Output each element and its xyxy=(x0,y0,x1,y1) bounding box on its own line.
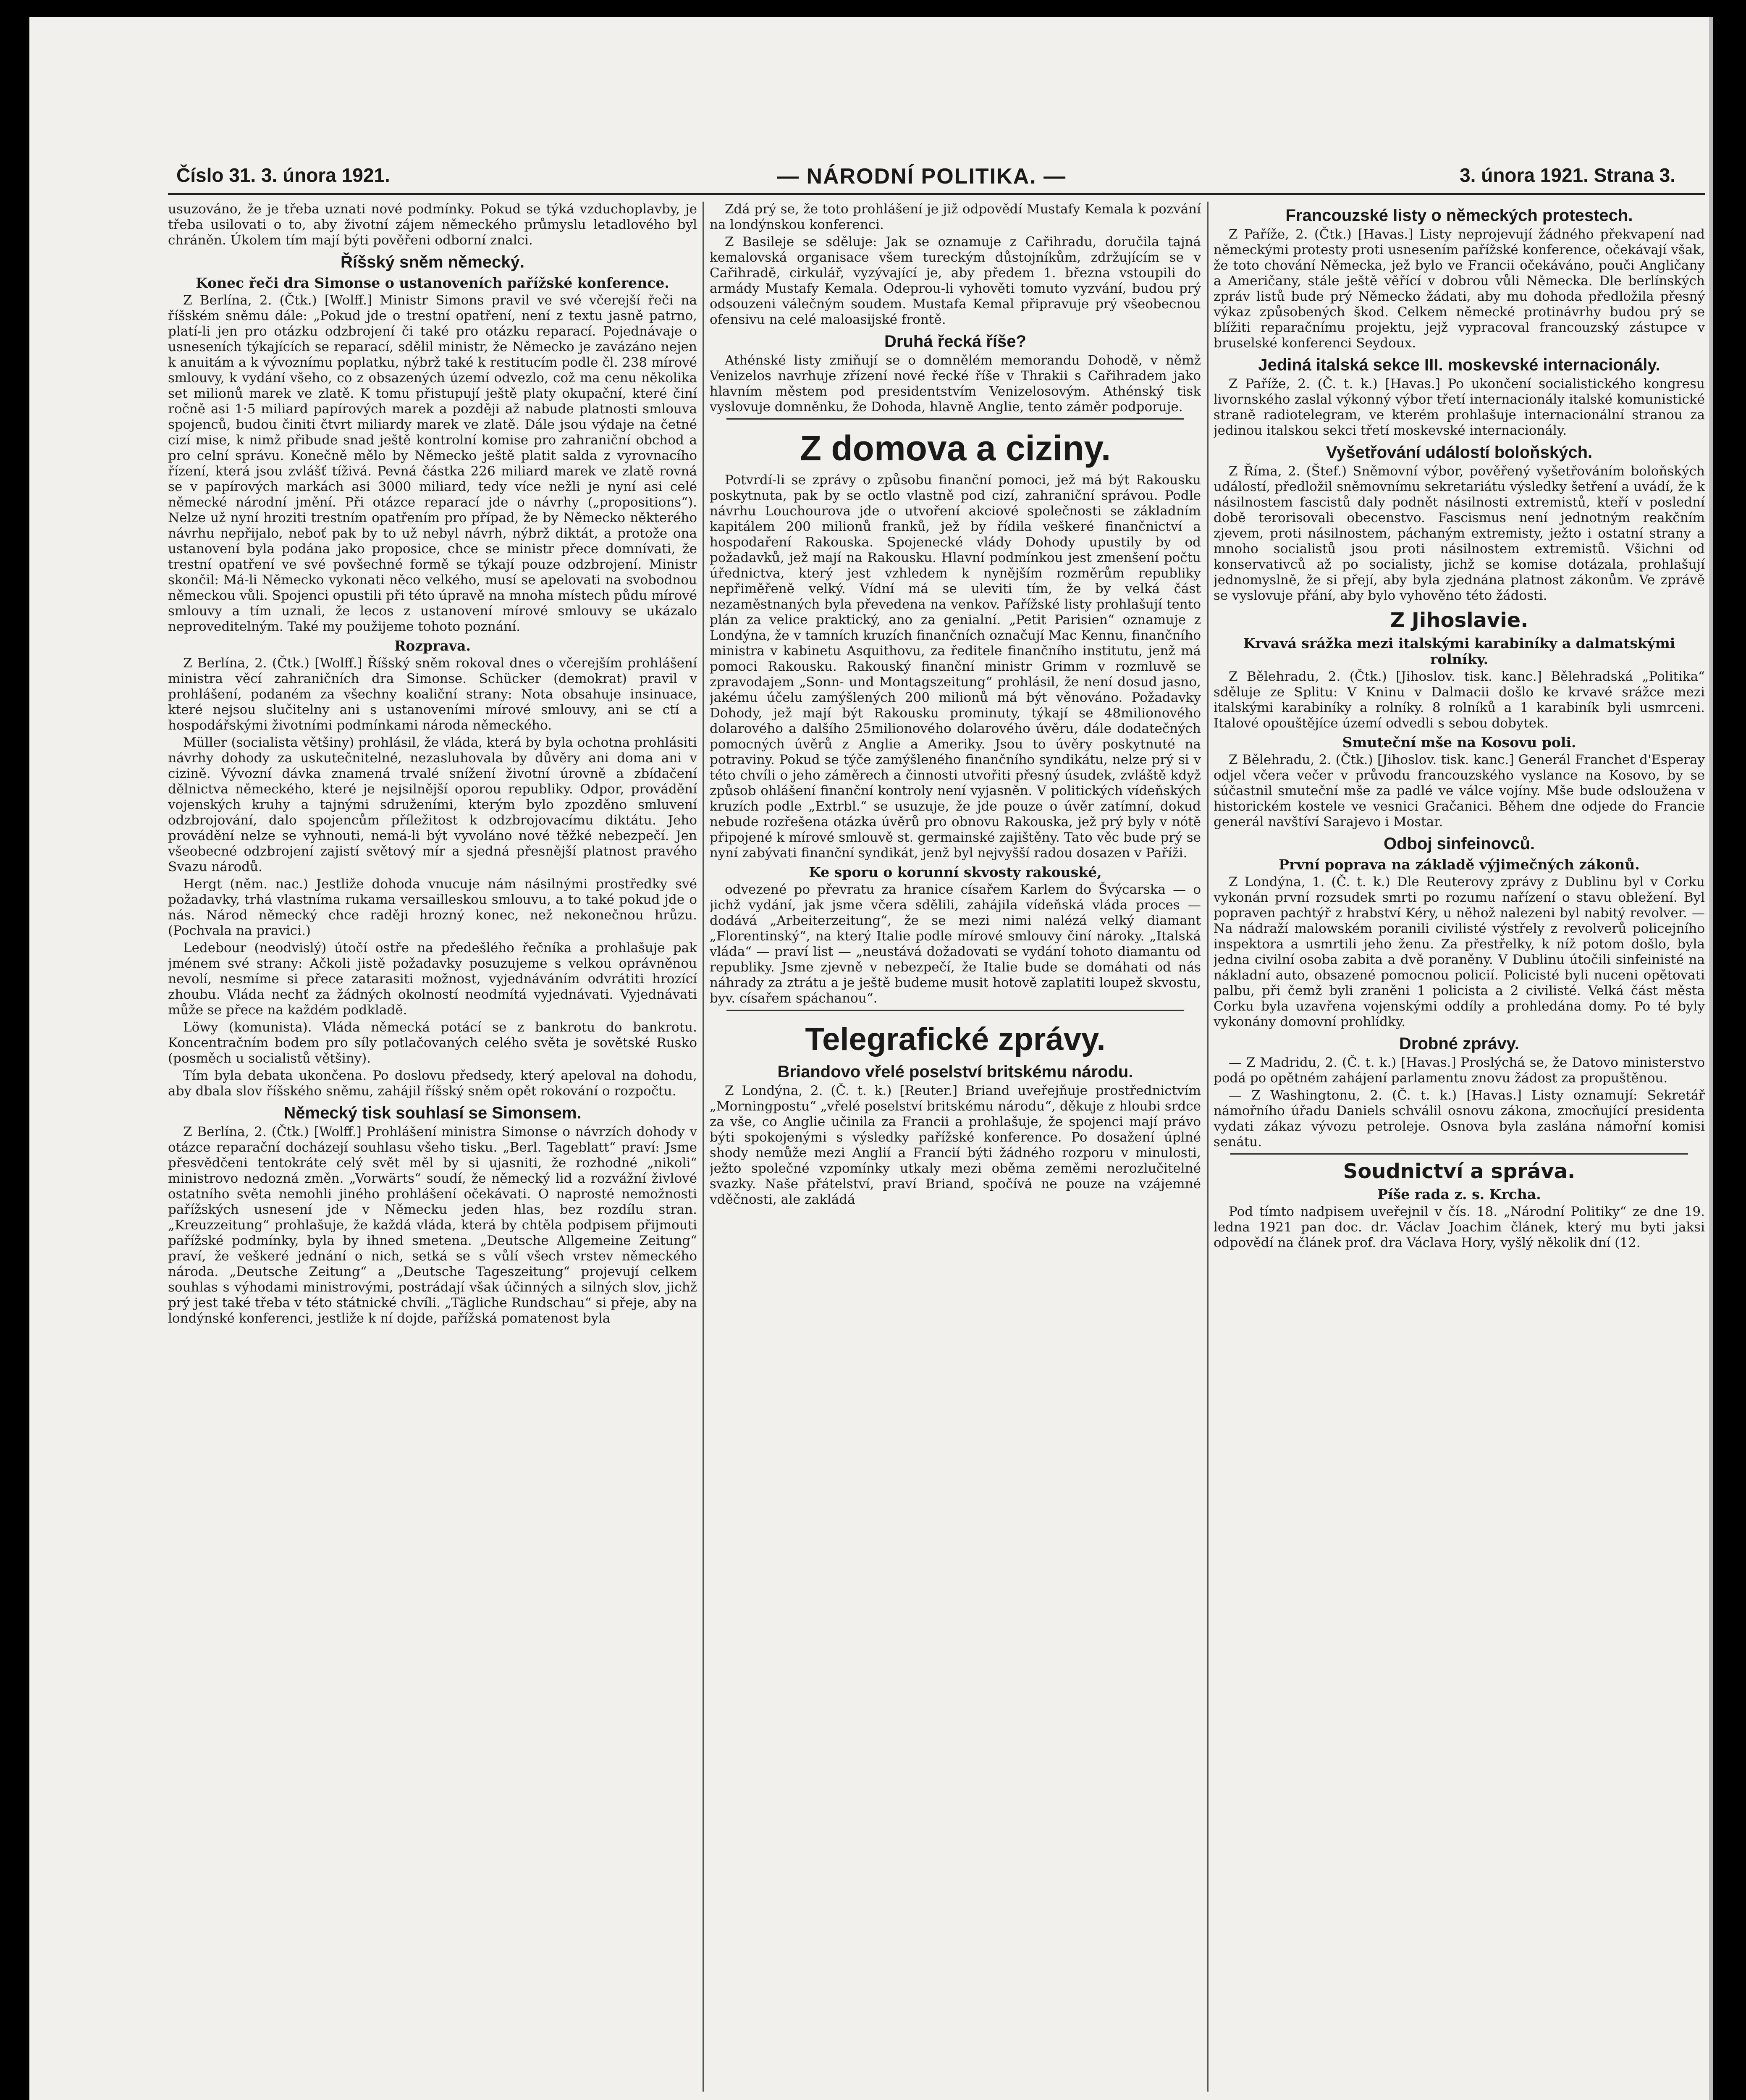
paragraph: Hergt (něm. nac.) Jestliže dohoda vnucuje nám násilnými prostředky své požadavky, trhá vlastníma rukama versailleskou smlouvu, a to také pokud jde o nás. Národ německý chce raději hrozný konec, než nekonečnou hrůzu. (Pochvala na pravici.) xyxy=(168,877,697,938)
section-heading: Drobné zprávy. xyxy=(1399,1034,1519,1053)
paragraph: Z Berlína, 2. (Čtk.) [Wolff.] Prohlášení ministra Simonse o návrzích dohody v otázce reparační docházejí souhlasu všeho tisku. „Berl. Tageblatt“ praví: Jsme přesvědčeni tentokráte celý svět měl by si ujasniti, že rozhodné „nikoli“ ministrovo nedozná změn. „Vorwärts“ soudí, že německý lid a rozvážní živlové ostatního světa nemohli jiného prohlášení očekávati. O naprosté nemožnosti pařížských usnesení jde v Německu jeden hlas, bez rozdílu stran. „Kreuzzeitung“ prohlašuje, že každá vláda, která by chtěla podpisem přijmouti pařížské podmínky, byla by ihned smetena. „Deutsche Allgemeine Zeitung“ praví, že veškeré jednání o nich, setká se s vůlí všech vrstev německého národa. „Deutsche Zeitung“ a „Deutsche Tageszeitung“ projevují celkem souhlas s výhodami ministrovými, postrádají však účinných a silných slov, jichž prý jest také třeba v této státnické chvíli. „Tägliche Rundschau“ si přeje, aby na londýnské konferenci, jestliže k ní dojde, pařížská pomatenost byla xyxy=(168,1124,697,1326)
section-subheading: Píše rada z. s. Krcha. xyxy=(1377,1186,1541,1202)
section-subheading: První poprava na základě výjimečných zákonů. xyxy=(1279,856,1640,873)
section-subheading: Krvavá srážka mezi italskými karabiníky a dalmatskými rolníky. xyxy=(1243,635,1675,667)
column-divider xyxy=(703,202,704,2092)
newspaper-page xyxy=(29,17,1713,2100)
section-heading: Briandovo vřelé poselství britskému národu. xyxy=(777,1063,1133,1081)
paragraph: usuzováno, že je třeba uznati nové podmínky. Pokud se týká vzduchoplavby, je třeba usilovati o to, aby životní zájem německého průmyslu letadlového byl chráněn. Úkolem tím mají býti pověřeni odborní znalci. xyxy=(168,202,697,248)
header-issue-date: Číslo 31. 3. února 1921. xyxy=(176,164,390,186)
section-heading: Z Jihoslavie. xyxy=(1390,609,1528,632)
paragraph: Z Bělehradu, 2. (Čtk.) [Jihoslov. tisk. kanc.] Bělehradská „Politika“ sděluje ze Splitu: V Kninu v Dalmacii došlo ke krvavé srážce mezi italskými karabiníky a rolníky. 8 rolníků a 1 karabiník byli usmrceni. Italové opouštějíce území odvedli s sebou dobytek. xyxy=(1214,669,1705,731)
paragraph: Athénské listy zmiňují se o domnělém memorandu Dohodě, v němž Venizelos navrhuje zřízení nové řecké říše v Thrakii s Cařihradem jako hlavním městem pod presidentstvím Venizelosovým. Athénský tisk vyslovuje domněnku, že Dohoda, hlavně Anglie, tento záměr podporuje. xyxy=(710,353,1201,415)
header-rule xyxy=(168,193,1705,195)
column-3 xyxy=(1214,202,1705,2092)
paragraph: Z Basileje se sděluje: Jak se oznamuje z Cařihradu, doručila tajná kemalovská organisace všem tureckým důstojníkům, zdržujícím se v Cařihradě, cirkulář, vyzývající je, aby předem 1. března vstoupili do armády Mustafy Kemala. Odeprou-li vyhověti tomuto vyzvání, budou prý odsouzeni válečným soudem. Mustafa Kemal připravuje prý všeobecnou ofensivu na celé maloasijské frontě. xyxy=(710,234,1201,327)
paragraph: Zdá prý se, že toto prohlášení je již odpovědí Mustafy Kemala k pozvání na londýnskou konferenci. xyxy=(710,202,1201,232)
divider xyxy=(726,418,1184,420)
paragraph: Z Říma, 2. (Štef.) Sněmovní výbor, pověřený vyšetřováním boloňských událostí, předložil sněmovnímu sekretariátu výsledky šetření a uvádí, že k násilnostem fascistů daly podnět násilnosti extremistů, kteří v poslední době terorisovali obecenstvo. Fascismus není jednotným reakčním zjevem, proti násilnostem, páchaným extremisty, ježto i ostatní strany a mnoho socialistů jsou proti násilnostem extremistů. Všichni od konservativců až po socialisty, jichž se komise dotázala, prohlašují jednomyslně, že si přejí, aby byla zjednána platnost zákonům. Ve zprávě se vyslovuje přání, aby bylo vyhověno této žádosti. xyxy=(1214,464,1705,603)
paragraph: Müller (socialista většiny) prohlásil, že vláda, která by byla ochotna prohlásiti návrhy dohody za uskutečnitelné, nezasluhovala by důvěry ani doma ani v cizině. Vývozní dávka znamená trvalé snížení životní úrovně a zbídačení dělnictva německého, které je nejsilnější oporou republiky. Odpor, provádění vojenských kruhy a tajnými sdruženími, kterým bylo zpozděno smluvení odzbrojování, dalo spojencům příležitost k odzbrojovacímu diktátu. Jeho provádění nelze se vyhnouti, nemá-li být vyvoláno nové těžké nebezpečí. Jen všeobecné odzbrojení zajistí světový mír a sjedná přesnější platnost pravého Svazu národů. xyxy=(168,735,697,874)
header-masthead: — NÁRODNÍ POLITIKA. — xyxy=(777,164,1067,189)
column-1 xyxy=(168,202,697,2092)
column-divider xyxy=(1207,202,1209,2092)
section-heading: Vyšetřování událostí boloňských. xyxy=(1326,443,1593,462)
paragraph: Z Bělehradu, 2. (Čtk.) [Jihoslov. tisk. kanc.] Generál Franchet d'Esperay odjel včera večer v průvodu francouzského vyslance na Kosovo, by se súčastnil smuteční mše za padlé ve válce vojíny. Mše bude odsloužena v historickém kostele ve vesnici Gračanici. Během dne odjede do Francie generál navštíví Sarajevo i Mostar. xyxy=(1214,752,1705,830)
paragraph: Z Berlína, 2. (Čtk.) [Wolff.] Ministr Simons pravil ve své včerejší řeči na říšském sněmu dále: „Pokud jde o trestní opatření, není z textu jasně patrno, platí-li jen pro otázku odzbrojení či také pro otázku reparací. Pojednávaje o usneseních týkajících se reparací, sdělil ministr, že Německo je zavázáno nejen k anuitám a k vývoznímu poplatku, nýbrž také k restitucím podle čl. 238 mírové smlouvy, k vydání všeho, co z obsazených území odvezlo, což ma cenu několika set milionů marek ve zlatě. K tomu přistupují ještě platy okupační, které činí ročně asi 1·5 miliard papírových marek a později až nabude platnosti smlouva spojenců, budou činiti čtvrt miliardy marek ve zlatě. Dále jsou výdaje na četné cizí mise, k nimž přibude snad ještě kontrolní komise pro zahraniční obchod a pro celní správu. Konečně mělo by Německo ještě platit salda z vyrovnacího řízení, která jsou zvlášť tíživá. Pevná částka 226 miliard marek ve zlatě rovná se v papírových markách asi 3000 miliard, tedy více nežli je nyní asi celé německé národní jmění. Při otázce reparací jde o návrhy („propositions“). Nelze už nyní hroziti trestním opatřením pro případ, že by Německo některého návrhu nepřijalo, neboť pak by to už nebyl návrh, nýbrž diktát, a protože ona ustanovení byla podána jako proposice, chce se ministr přece domnívati, že trestní opatření ve své povšechné formě se týkají pouze odzbrojení. Ministr skončil: Má-li Německo vykonati něco velkého, musí se apelovati na svobodnou německou vůli. Spojenci opustili při této úpravě na mnoha místech půdu mírové smlouvy a tím uznali, že lecos z ustanovení mírové smlouvy se ukázalo neproveditelným. Také my použijeme tohoto poznání. xyxy=(168,293,697,634)
paragraph: Ledebour (neodvislý) útočí ostře na předešlého řečníka a prohlašuje pak jménem své strany: Ačkoli jistě požadavky posuzujeme s velkou oprávněnou nevolí, nesmíme si přece zatarasiti možnost, vyjednáváním odvrátiti hrozící zhoubu. Vláda nechť za žádných okolností neodmítá vyjednávati. Vyjednávati může se přece na každém podkladě. xyxy=(168,940,697,1018)
column-2 xyxy=(710,202,1201,2092)
section-heading: Německý tisk souhlasí se Simonsem. xyxy=(283,1104,582,1122)
section-heading: Říšský sněm německý. xyxy=(340,253,525,271)
paragraph: Z Londýna, 2. (Č. t. k.) [Reuter.] Briand uveřejňuje prostřednictvím „Morningpostu“ „vřelé poselství britskému národu“, děkuje z hloubi srdce za vše, co Anglie učinila za Francii a prohlašuje, že spojenci mají právo býti spokojenými s výsledky pařížské konference. Po dosažení úplné shody nemůže mezi Anglií a Francií býti žádného rozporu v minulosti, ježto společné vzpomínky utkaly mezi oběma zeměmi nerozlučitelné svazky. Naše přátelství, praví Briand, spočívá ne pouze na vzájemné vděčnosti, ale zakládá xyxy=(710,1083,1201,1207)
section-subheading: Smuteční mše na Kosovu poli. xyxy=(1342,734,1576,751)
section-subheading: Rozprava. xyxy=(394,638,471,654)
paragraph: — Z Madridu, 2. (Č. t. k.) [Havas.] Proslýchá se, že Datovo ministerstvo podá po opětném zahájení parlamentu znovu žádost za propuštěnou. xyxy=(1214,1055,1705,1086)
paragraph: Potvrdí-li se zprávy o způsobu finanční pomoci, jež má být Rakousku poskytnuta, pak by se octlo vlastně pod cizí, zahraniční správou. Podle návrhu Louchourova jde o utvoření akciové společnosti se základním kapitálem 200 milionů franků, jež by řídila veškeré finančnictví a hospodaření Rakouska. Spojenecké vlády Dohody upustily by od požadavků, jež mají na Rakousku. Hlavní podmínkou jest zmenšení počtu úřednictva, který jest vzhledem k nynějším rozměrům republiky nepřiměřeně velký. Vídní má se uleviti tím, že by velká část nezaměstnaných byla převedena na venkov. Pařížské listy prohlašují tento plán za velice praktický, ano za genialní. „Petit Parisien“ oznamuje z Londýna, že v tamních kruzích finančních označují Mac Kennu, finančního ministra v kabinetu Asquithovu, za ředitele finančního institutu, jenž má pomoci Rakousku. Rakouský finanční ministr Grimm v rozmluvě se zpravodajem „Sonn- und Montagszeitung“ prohlásil, že není dosud jasno, jakému účelu zamýšlených 200 milionů má být věnováno. Požadavky Dohody, jež mají být Rakousku prominuty, týkají se 48milionového dolarového a dalšího 25milionového dolarového úvěru, dále dodatečných pomocných úvěrů z Anglie a Ameriky. Jsou to úvěry poskytnuté na potraviny. Pokud se týče zamýšleného finančního syndikátu, nelze prý si v této chvíli o jeho záměrech a činnosti utvořiti přesný úsudek, zvláště když způsob ohlášení finanční kontroly není vyjasněn. V politických vídeňských kruzích podle „Extrbl.“ se usuzuje, že jde pouze o úvěr zatímní, dokud nebude rozřešena otázka úvěrů pro obnovu Rakouska, jež prý byly v nótě připojené k mírové smlouvě st. germainské zajištěny. Tato věc bude prý se nyní zabývati finanční syndikát, jenž byl nejvyšší radou dosazen v Paříži. xyxy=(710,472,1201,861)
paragraph: — Z Washingtonu, 2. (Č. t. k.) [Havas.] Listy oznamují: Sekretář námořního úřadu Daniels schválil osnovu zákona, zmocňující presidenta vydati zákaz vývozu petroleje. Osnova byla zaslána námořní komisi senátu. xyxy=(1214,1088,1705,1150)
section-heading: Druhá řecká říše? xyxy=(884,332,1026,351)
paragraph: Z Paříže, 2. (Č. t. k.) [Havas.] Po ukončení socialistického kongresu livornského zaslal výkonný výbor třetí internacionály italské komunistické straně radiotelegram, ve kterém prohlašuje internacionální stranou za jedinou italskou sekci třetí moskevské internacionály. xyxy=(1214,376,1705,438)
paragraph: Tím byla debata ukončena. Po doslovu předsedy, který apeloval na dohodu, aby dbala slov říšského sněmu, zahájil říšský sněm opět rokování o rozpočtu. xyxy=(168,1068,697,1099)
section-heading: Jediná italská sekce III. moskevské internacionály. xyxy=(1258,356,1660,374)
section-heading: Odboj sinfeinovců. xyxy=(1383,835,1535,853)
divider xyxy=(1230,1153,1688,1155)
section-heading: Francouzské listy o německých protestech. xyxy=(1285,206,1633,225)
paragraph: Z Paříže, 2. (Čtk.) [Havas.] Listy neprojevují žádného překvapení nad německými protesty proti usnesením pařížské konference, očekávají však, že toto chování Německa, jež bylo ve Francii očekáváno, pouči Angličany a Američany, stále ještě věřící v dobrou vůli Německa. Dle berlínských zpráv listů bude prý Německo žádati, aby mu dohoda předložila přesný výkaz způsobených škod. Celkem německé protinávrhy budou prý se blížiti reparačnímu projektu, jejž vypracoval francouzský zástupce v bruselské konferenci Seydoux. xyxy=(1214,227,1705,351)
paragraph: Z Londýna, 1. (Č. t. k.) Dle Reuterovy zprávy z Dublinu byl v Corku vykonán první rozsudek smrti po rozumu nařízení o stavu obležení. Byl popraven pachtýř z hrabství Kéry, u něhož nalezeni byl nabitý revolver. — Na nádraží malowském poranili civilisté výstřely z revolverů policejního inspektora a usmrtili jeho ženu. Za přestřelky, k níž potom došlo, byla jedna civilní osoba zabita a dvě poraněny. V Dublinu útočili sinfeinisté na nákladní auto, obsazené pomocnou policií. Policisté byli nuceni opětovati palbu, při čemž byli zraněni 1 policista a 2 civilisté. Velká část města Corku byla uzavřena vojenskými oddíly a prohledána domy. Po té byly vykonány domovní prohlídky. xyxy=(1214,874,1705,1029)
section-title-telegraph: Telegrafické zprávy. xyxy=(805,1021,1106,1057)
section-heading: Soudnictví a správa. xyxy=(1343,1160,1576,1183)
paragraph: Löwy (komunista). Vláda německá potácí se z bankrotu do bankrotu. Koncentračním bodem pro síly potlačovaných celého světa je sovětské Rusko (posměch u socialistů většiny). xyxy=(168,1020,697,1066)
paragraph: Z Berlína, 2. (Čtk.) [Wolff.] Říšský sněm rokoval dnes o včerejším prohlášení ministra věcí zahraničních dra Simonse. Schücker (demokrat) pravil v prohlášení, podaném za všechny koaliční strany: Nota obsahuje insinuace, které nejsou slučitelny ani s ustanoveními mírové smlouvy, ani se ctí a hospodářskými životními podmínkami národa německého. xyxy=(168,656,697,733)
section-subheading: Ke sporu o korunní skvosty rakouské, xyxy=(809,864,1102,880)
section-title-domestic-foreign: Z domova a ciziny. xyxy=(800,428,1111,468)
header-page-number: 3. února 1921. Strana 3. xyxy=(1460,164,1675,186)
paragraph: Pod tímto nadpisem uveřejnil v čís. 18. „Národní Politiky“ ze dne 19. ledna 1921 pan doc. dr. Václav Joachim článek, který mu byti jaksi odpovědí na článek prof. dra Václava Hory, vyšlý několik dní (12. xyxy=(1214,1204,1705,1250)
page-header xyxy=(176,155,1688,193)
paragraph: odvezené po převratu za hranice císařem Karlem do Švýcarska — o jichž vydání, jak jsme včera sdělili, zahájila vídeňská vláda proces — dodává „Arbeiterzeitung“, že se mezi nimi nalézá velký diamant „Florentinský“, na který Italie podle mírové smlouvy činí nároky. „Italská vláda“ — praví list — „neustává dožadovati se vydání tohoto diamantu od republiky. Jsme zjevně v nebezpečí, že Italie bude se domáhati od nás náhrady za ztrátu a je ještě budeme musit hotově zaplatiti loupež skvostu, byv. císařem spáchanou“. xyxy=(710,882,1201,1006)
divider xyxy=(726,1010,1184,1011)
section-subheading: Konec řeči dra Simonse o ustanoveních pařížské konference. xyxy=(196,275,669,291)
